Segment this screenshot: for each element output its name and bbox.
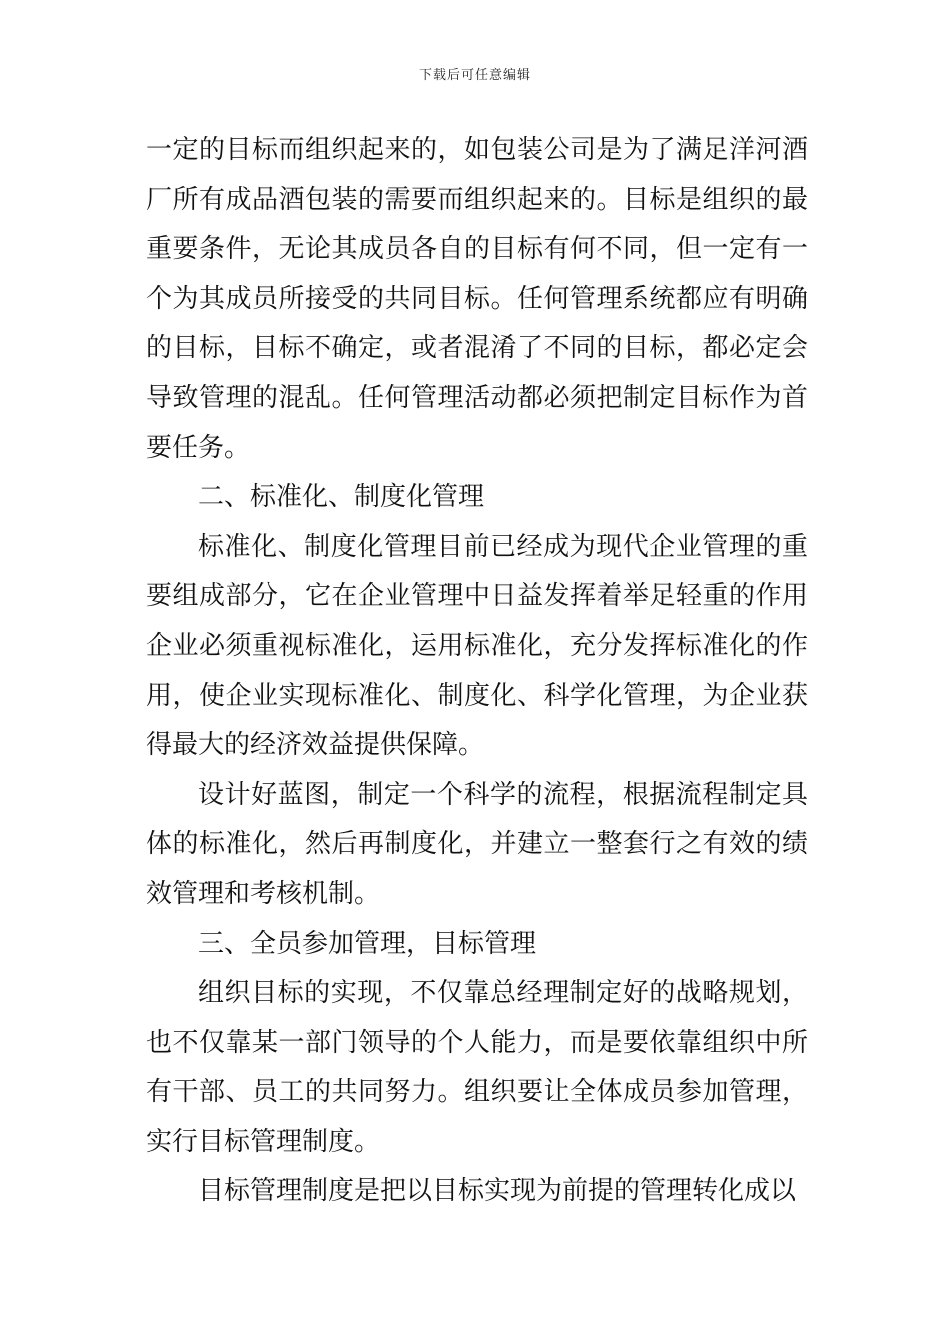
paragraph-blueprint: 设计好蓝图，制定一个科学的流程，根据流程制定具体的标准化，然后再制度化，并建立一整套行之有效的绩效管理和考核机制。	[146, 779, 808, 909]
section-heading-standardization: 二、标准化、制度化管理	[198, 482, 485, 513]
section-heading-participation: 三、全员参加管理，目标管理	[198, 928, 537, 959]
document-body	[146, 126, 808, 1217]
page-header: 下载后可任意编辑	[418, 68, 531, 83]
paragraph-objective-management: 目标管理制度是把以目标实现为前提的管理转化成以	[198, 1176, 797, 1207]
paragraph-intro: 一定的目标而组织起来的，如包装公司是为了满足洋河酒厂所有成品酒包装的需要而组织起来的。目标是组织的最重要条件，无论其成员各自的目标有何不同，但一定有一个为其成员所接受的共同目标。任何管理系统都应有明确的目标，目标不确定，或者混淆了不同的目标，都必定会导致管理的混乱。任何管理活动都必须把制定目标作为首要任务。	[146, 135, 808, 463]
paragraph-participation: 组织目标的实现，不仅靠总经理制定好的战略规划，也不仅靠某一部门领导的个人能力，而是要依靠组织中所有干部、员工的共同努力。组织要让全体成员参加管理，实行目标管理制度。	[146, 978, 808, 1157]
paragraph-standardization: 标准化、制度化管理目前已经成为现代企业管理的重要组成部分，它在企业管理中日益发挥着举足轻重的作用企业必须重视标准化，运用标准化，充分发挥标准化的作用，使企业实现标准化、制度化、科学化管理，为企业获得最大的经济效益提供保障。	[146, 531, 808, 761]
